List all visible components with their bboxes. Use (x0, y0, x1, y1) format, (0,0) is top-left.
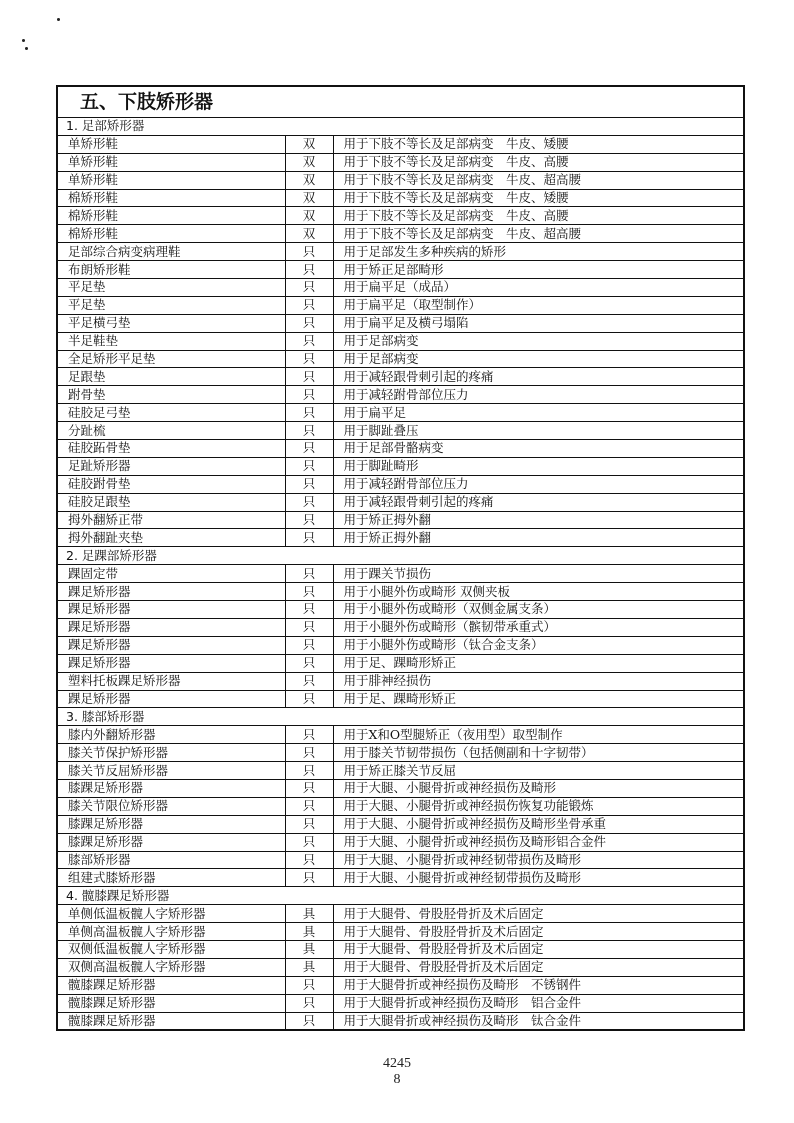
item-name: 髋膝踝足矫形器 (57, 994, 285, 1012)
scan-dot (25, 47, 28, 50)
item-description: 用于扁平足 (333, 404, 744, 422)
table-row (57, 762, 744, 780)
item-description: 用于踝关节损伤 (333, 565, 744, 583)
item-unit: 只 (285, 279, 333, 297)
table-row (57, 565, 744, 583)
table-row (57, 726, 744, 744)
table-row (57, 529, 744, 547)
item-unit: 只 (285, 386, 333, 404)
item-unit: 只 (285, 726, 333, 744)
item-unit: 只 (285, 690, 333, 708)
item-unit: 双 (285, 189, 333, 207)
item-description: 用于大腿骨、骨股胫骨折及术后固定 (333, 905, 744, 923)
item-unit: 只 (285, 404, 333, 422)
item-name: 足趾矫形器 (57, 457, 285, 475)
table-row (57, 654, 744, 672)
item-unit: 只 (285, 833, 333, 851)
category-header: 1. 足部矫形器 (57, 118, 744, 136)
item-name: 膝部矫形器 (57, 851, 285, 869)
table-row (57, 171, 744, 189)
table-row (57, 869, 744, 887)
category-row (57, 118, 744, 136)
title-row (57, 86, 744, 118)
item-name: 分趾梳 (57, 422, 285, 440)
item-unit: 只 (285, 475, 333, 493)
item-description: 用于下肢不等长及足部病变 牛皮、超高腰 (333, 225, 744, 243)
item-description: 用于X和O型腿矫正（夜用型）取型制作 (333, 726, 744, 744)
table-row (57, 511, 744, 529)
table-row (57, 976, 744, 994)
scan-dot (57, 18, 60, 21)
item-unit: 只 (285, 296, 333, 314)
item-name: 平足横弓垫 (57, 314, 285, 332)
item-name: 跗骨垫 (57, 386, 285, 404)
item-description: 用于大腿、小腿骨折或神经损伤及畸形 (333, 779, 744, 797)
page-number: 8 (393, 1072, 401, 1087)
item-unit: 只 (285, 654, 333, 672)
table-row (57, 332, 744, 350)
item-name: 组建式膝矫形器 (57, 869, 285, 887)
item-description: 用于大腿骨折或神经损伤及畸形 不锈钢件 (333, 976, 744, 994)
item-description: 用于足部病变 (333, 350, 744, 368)
item-name: 单矫形鞋 (57, 171, 285, 189)
table-row (57, 350, 744, 368)
table-row (57, 404, 744, 422)
item-name: 拇外翻趾夹垫 (57, 529, 285, 547)
item-description: 用于扁平足（取型制作） (333, 296, 744, 314)
item-name: 膝踝足矫形器 (57, 833, 285, 851)
item-description: 用于下肢不等长及足部病变 牛皮、矮腰 (333, 189, 744, 207)
table-row (57, 153, 744, 171)
item-name: 踝足矫形器 (57, 690, 285, 708)
table-row (57, 958, 744, 976)
item-unit: 只 (285, 762, 333, 780)
item-unit: 只 (285, 1012, 333, 1030)
table-row (57, 672, 744, 690)
item-description: 用于足部发生多种疾病的矫形 (333, 243, 744, 261)
item-name: 棉矫形鞋 (57, 207, 285, 225)
item-unit: 只 (285, 511, 333, 529)
table-body (57, 86, 744, 1030)
item-description: 用于脚趾叠压 (333, 422, 744, 440)
table-row (57, 386, 744, 404)
item-name: 平足垫 (57, 296, 285, 314)
item-name: 硅胶跗骨垫 (57, 475, 285, 493)
item-name: 踝足矫形器 (57, 636, 285, 654)
footer-code: 4245 (383, 1056, 411, 1071)
item-name: 足部综合病变病理鞋 (57, 243, 285, 261)
item-name: 踝足矫形器 (57, 618, 285, 636)
table-row (57, 940, 744, 958)
item-description: 用于大腿、小腿骨折或神经损伤恢复功能锻炼 (333, 797, 744, 815)
item-name: 膝踝足矫形器 (57, 815, 285, 833)
item-name: 单矫形鞋 (57, 135, 285, 153)
item-description: 用于膝关节韧带损伤（包括侧副和十字韧带） (333, 744, 744, 762)
section-title: 五、下肢矫形器 (57, 86, 744, 118)
item-name: 棉矫形鞋 (57, 225, 285, 243)
item-description: 用于足部病变 (333, 332, 744, 350)
item-description: 用于脚趾畸形 (333, 457, 744, 475)
item-name: 髋膝踝足矫形器 (57, 1012, 285, 1030)
item-name: 踝足矫形器 (57, 601, 285, 619)
table-row (57, 636, 744, 654)
item-description: 用于大腿骨、骨股胫骨折及术后固定 (333, 940, 744, 958)
item-unit: 只 (285, 368, 333, 386)
category-header: 4. 髋膝踝足矫形器 (57, 887, 744, 905)
table-row (57, 601, 744, 619)
item-description: 用于矫正拇外翻 (333, 529, 744, 547)
item-unit: 只 (285, 618, 333, 636)
table-row (57, 493, 744, 511)
item-description: 用于小腿外伤或畸形（钛合金支条） (333, 636, 744, 654)
item-unit: 只 (285, 869, 333, 887)
item-description: 用于大腿、小腿骨折或神经韧带损伤及畸形 (333, 851, 744, 869)
item-unit: 双 (285, 171, 333, 189)
table-row (57, 833, 744, 851)
table-row (57, 261, 744, 279)
item-name: 硅胶足跟垫 (57, 493, 285, 511)
item-description: 用于减轻跗骨部位压力 (333, 475, 744, 493)
item-name: 塑料托板踝足矫形器 (57, 672, 285, 690)
item-name: 双侧高温板髋人字矫形器 (57, 958, 285, 976)
item-unit: 只 (285, 744, 333, 762)
table-row (57, 779, 744, 797)
item-unit: 只 (285, 779, 333, 797)
item-name: 单侧高温板髋人字矫形器 (57, 923, 285, 941)
category-row (57, 547, 744, 565)
item-unit: 只 (285, 243, 333, 261)
item-description: 用于大腿骨折或神经损伤及畸形 铝合金件 (333, 994, 744, 1012)
item-unit: 只 (285, 493, 333, 511)
item-description: 用于矫正拇外翻 (333, 511, 744, 529)
item-unit: 只 (285, 636, 333, 654)
table-row (57, 618, 744, 636)
item-unit: 只 (285, 314, 333, 332)
table-row (57, 744, 744, 762)
table-row (57, 279, 744, 297)
item-unit: 只 (285, 994, 333, 1012)
item-unit: 只 (285, 332, 333, 350)
table-row (57, 690, 744, 708)
category-row (57, 887, 744, 905)
item-description: 用于矫正膝关节反屈 (333, 762, 744, 780)
table-row (57, 583, 744, 601)
item-unit: 只 (285, 851, 333, 869)
table-row (57, 243, 744, 261)
item-unit: 双 (285, 225, 333, 243)
item-unit: 只 (285, 601, 333, 619)
item-description: 用于减轻跟骨刺引起的疼痛 (333, 493, 744, 511)
table-row (57, 225, 744, 243)
item-name: 踝足矫形器 (57, 583, 285, 601)
table-row (57, 851, 744, 869)
table-row (57, 1012, 744, 1030)
item-description: 用于减轻跟骨刺引起的疼痛 (333, 368, 744, 386)
item-description: 用于足部骨骼病变 (333, 440, 744, 458)
table-row (57, 440, 744, 458)
table-row (57, 923, 744, 941)
category-header: 2. 足踝部矫形器 (57, 547, 744, 565)
item-unit: 只 (285, 976, 333, 994)
scan-dot (22, 39, 25, 42)
item-description: 用于大腿、小腿骨折或神经损伤及畸形坐骨承重 (333, 815, 744, 833)
item-unit: 只 (285, 565, 333, 583)
item-name: 硅胶足弓垫 (57, 404, 285, 422)
item-description: 用于下肢不等长及足部病变 牛皮、高腰 (333, 207, 744, 225)
table-row (57, 422, 744, 440)
item-unit: 双 (285, 207, 333, 225)
item-description: 用于减轻跗骨部位压力 (333, 386, 744, 404)
item-name: 膝关节限位矫形器 (57, 797, 285, 815)
item-unit: 具 (285, 923, 333, 941)
item-description: 用于扁平足及横弓塌陷 (333, 314, 744, 332)
item-description: 用于腓神经损伤 (333, 672, 744, 690)
item-unit: 只 (285, 815, 333, 833)
item-description: 用于下肢不等长及足部病变 牛皮、矮腰 (333, 135, 744, 153)
item-unit: 双 (285, 153, 333, 171)
item-name: 硅胶跖骨垫 (57, 440, 285, 458)
table-row (57, 314, 744, 332)
item-description: 用于小腿外伤或畸形（髌韧带承重式） (333, 618, 744, 636)
item-description: 用于小腿外伤或畸形 双侧夹板 (333, 583, 744, 601)
item-description: 用于足、踝畸形矫正 (333, 690, 744, 708)
item-description: 用于大腿、小腿骨折或神经韧带损伤及畸形 (333, 869, 744, 887)
category-header: 3. 膝部矫形器 (57, 708, 744, 726)
item-name: 膝内外翻矫形器 (57, 726, 285, 744)
item-description: 用于下肢不等长及足部病变 牛皮、高腰 (333, 153, 744, 171)
item-name: 半足鞋垫 (57, 332, 285, 350)
item-unit: 只 (285, 797, 333, 815)
item-description: 用于矫正足部畸形 (333, 261, 744, 279)
item-unit: 只 (285, 350, 333, 368)
item-name: 髋膝踝足矫形器 (57, 976, 285, 994)
item-name: 踝足矫形器 (57, 654, 285, 672)
table-row (57, 815, 744, 833)
table-row (57, 905, 744, 923)
table-row (57, 797, 744, 815)
item-unit: 双 (285, 135, 333, 153)
table-row (57, 296, 744, 314)
item-name: 足跟垫 (57, 368, 285, 386)
table-row (57, 189, 744, 207)
item-description: 用于大腿骨、骨股胫骨折及术后固定 (333, 958, 744, 976)
item-name: 膝关节反屈矫形器 (57, 762, 285, 780)
item-description: 用于足、踝畸形矫正 (333, 654, 744, 672)
item-unit: 只 (285, 583, 333, 601)
item-name: 膝关节保护矫形器 (57, 744, 285, 762)
category-row (57, 708, 744, 726)
item-name: 单矫形鞋 (57, 153, 285, 171)
item-name: 拇外翻矫正带 (57, 511, 285, 529)
item-name: 平足垫 (57, 279, 285, 297)
item-unit: 只 (285, 422, 333, 440)
table-row (57, 207, 744, 225)
table-row (57, 475, 744, 493)
item-name: 踝固定带 (57, 565, 285, 583)
document-table (56, 85, 745, 1031)
item-description: 用于小腿外伤或畸形（双侧金属支条） (333, 601, 744, 619)
table-row (57, 135, 744, 153)
item-description: 用于下肢不等长及足部病变 牛皮、超高腰 (333, 171, 744, 189)
item-unit: 具 (285, 940, 333, 958)
item-name: 全足矫形平足垫 (57, 350, 285, 368)
item-unit: 只 (285, 261, 333, 279)
item-unit: 具 (285, 905, 333, 923)
table-row (57, 994, 744, 1012)
item-description: 用于大腿、小腿骨折或神经损伤及畸形铝合金件 (333, 833, 744, 851)
item-name: 双侧低温板髋人字矫形器 (57, 940, 285, 958)
table-row (57, 457, 744, 475)
table-row (57, 368, 744, 386)
item-name: 棉矫形鞋 (57, 189, 285, 207)
item-name: 单侧低温板髋人字矫形器 (57, 905, 285, 923)
item-unit: 只 (285, 457, 333, 475)
item-description: 用于扁平足（成品） (333, 279, 744, 297)
item-description: 用于大腿骨折或神经损伤及畸形 钛合金件 (333, 1012, 744, 1030)
item-unit: 只 (285, 440, 333, 458)
item-description: 用于大腿骨、骨股胫骨折及术后固定 (333, 923, 744, 941)
item-name: 膝踝足矫形器 (57, 779, 285, 797)
item-name: 布朗矫形鞋 (57, 261, 285, 279)
item-unit: 只 (285, 672, 333, 690)
item-unit: 只 (285, 529, 333, 547)
item-unit: 具 (285, 958, 333, 976)
